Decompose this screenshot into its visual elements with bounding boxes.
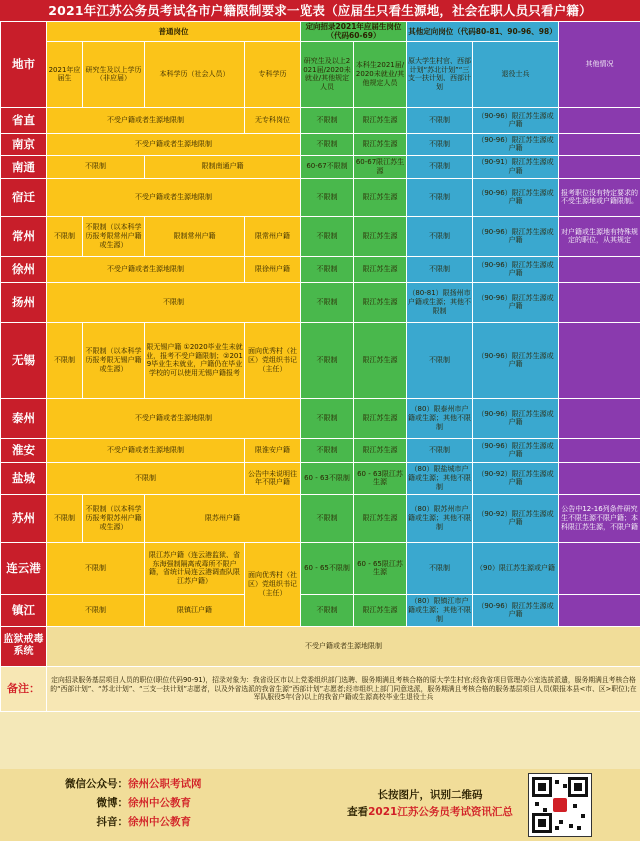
info-cell bbox=[559, 282, 640, 322]
city-cell: 南通 bbox=[1, 155, 47, 178]
wechat-row bbox=[28, 775, 328, 794]
general-cell: 不受户籍或者生源地限制 bbox=[47, 107, 245, 133]
other-cell: （90-96）限江苏生源或户籍 bbox=[473, 594, 559, 626]
targeted-cell: 不限制 bbox=[301, 216, 354, 256]
targeted-cell: 限江苏生源 bbox=[354, 216, 407, 256]
other-cell: 不限制 bbox=[407, 107, 473, 133]
other-cell: （80-81）限扬州市户籍或生源；其他不限制 bbox=[407, 282, 473, 322]
targeted-cell: 60-67不限制 bbox=[301, 155, 354, 178]
other-cell: （90-92）限江苏生源或户籍 bbox=[473, 494, 559, 542]
other-cell: （90-96）限江苏生源或户籍 bbox=[473, 398, 559, 438]
header-other-info: 其他情况 bbox=[559, 22, 640, 108]
header-targeted-bachelor: 本科生2021届/2020未就业/其他规定人员 bbox=[354, 41, 407, 107]
view-line bbox=[340, 804, 520, 821]
general-cell: 限徐州户籍 bbox=[245, 256, 301, 282]
city-cell: 苏州 bbox=[1, 494, 47, 542]
general-cell: 限镇江户籍 bbox=[145, 594, 245, 626]
view-prefix: 查看 bbox=[347, 806, 369, 818]
douyin-label: 抖音： bbox=[96, 816, 128, 828]
other-cell: （90-96）限江苏生源或户籍 bbox=[473, 178, 559, 216]
targeted-cell: 限江苏生源 bbox=[354, 438, 407, 462]
targeted-cell: 60-67限江苏生源 bbox=[354, 155, 407, 178]
other-cell: （90-96）限江苏生源或户籍 bbox=[473, 256, 559, 282]
other-cell: （90-96）限江苏生源或户籍 bbox=[473, 282, 559, 322]
city-cell: 徐州 bbox=[1, 256, 47, 282]
info-cell bbox=[559, 322, 640, 398]
targeted-cell: 限江苏生源 bbox=[354, 594, 407, 626]
other-cell: （90）限江苏生源或户籍 bbox=[473, 542, 559, 594]
info-cell bbox=[559, 107, 640, 133]
general-cell: 不受户籍或者生源地限制 bbox=[47, 178, 301, 216]
general-cell: 不受户籍或者生源地限制 bbox=[47, 133, 301, 155]
header-targeted-post: 定向招录2021年应届生岗位（代码60-69） bbox=[301, 22, 407, 42]
other-cell: 不限制 bbox=[407, 155, 473, 178]
general-cell: 不限制 bbox=[47, 322, 83, 398]
weibo-value: 徐州中公教育 bbox=[128, 797, 191, 809]
targeted-cell: 不限制 bbox=[301, 107, 354, 133]
targeted-cell: 60 - 63限江苏生源 bbox=[354, 462, 407, 494]
city-cell: 扬州 bbox=[1, 282, 47, 322]
info-cell bbox=[559, 462, 640, 494]
other-cell: 不限制 bbox=[407, 438, 473, 462]
targeted-cell: 不限制 bbox=[301, 322, 354, 398]
other-cell: 不限制 bbox=[407, 178, 473, 216]
general-cell: 不受户籍或者生源地限制 bbox=[47, 398, 301, 438]
general-cell: 不受户籍或者生源地限制 bbox=[47, 438, 245, 462]
other-cell: （80）限盐城市户籍或生源；其他不限制 bbox=[407, 462, 473, 494]
scan-line: 长按图片，识别二维码 bbox=[377, 789, 483, 801]
header-college: 专科学历 bbox=[245, 41, 301, 107]
city-cell: 镇江 bbox=[1, 594, 47, 626]
targeted-cell: 不限制 bbox=[301, 133, 354, 155]
general-cell: 不受户籍或者生源地限制 bbox=[47, 626, 640, 666]
info-cell: 对户籍或生源地有特殊规定的职位，从其规定 bbox=[559, 216, 640, 256]
info-cell bbox=[559, 398, 640, 438]
city-cell: 南京 bbox=[1, 133, 47, 155]
targeted-cell: 限江苏生源 bbox=[354, 178, 407, 216]
general-cell: 面向优秀村（社区）党组织书记（主任） bbox=[245, 542, 301, 626]
qr-logo-icon bbox=[553, 798, 567, 812]
header-fresh-2021: 2021年应届生 bbox=[47, 41, 83, 107]
general-cell: 不受户籍或者生源地限制 bbox=[47, 256, 245, 282]
header-veterans: 退役士兵 bbox=[473, 41, 559, 107]
info-cell bbox=[559, 542, 640, 594]
targeted-cell: 限江苏生源 bbox=[354, 322, 407, 398]
city-cell: 常州 bbox=[1, 216, 47, 256]
header-grad-nonfresh: 研究生及以上学历（非应届） bbox=[83, 41, 145, 107]
general-cell: 不限制 bbox=[47, 216, 83, 256]
header-bachelor-social: 本科学历（社会人员） bbox=[145, 41, 245, 107]
city-cell: 无锡 bbox=[1, 322, 47, 398]
header-targeted-grad: 研究生及以上2021届/2020未就业/其他规定人员 bbox=[301, 41, 354, 107]
weibo-label: 微博： bbox=[96, 797, 128, 809]
header-general-post: 普通岗位 bbox=[47, 22, 301, 42]
restriction-table bbox=[0, 21, 640, 712]
footer bbox=[0, 769, 640, 841]
general-cell: 限制常州户籍 bbox=[145, 216, 245, 256]
general-cell: 不限制（以本科学历报考限无锡户籍或生源） bbox=[83, 322, 145, 398]
city-cell: 淮安 bbox=[1, 438, 47, 462]
city-cell: 宿迁 bbox=[1, 178, 47, 216]
qr-finder-icon bbox=[532, 813, 552, 833]
general-cell: 不限制（以本科学历报考限苏州户籍或生源） bbox=[83, 494, 145, 542]
targeted-cell: 限江苏生源 bbox=[354, 282, 407, 322]
social-accounts bbox=[28, 775, 328, 832]
targeted-cell: 60 - 63不限制 bbox=[301, 462, 354, 494]
qr-finder-icon bbox=[568, 777, 588, 797]
other-cell: （90-96）限江苏生源或户籍 bbox=[473, 107, 559, 133]
other-cell: （80）限泰州市户籍或生源；其他不限制 bbox=[407, 398, 473, 438]
targeted-cell: 60 - 65不限制 bbox=[301, 542, 354, 594]
general-cell: 不限制 bbox=[47, 155, 145, 178]
header-city: 地市 bbox=[1, 22, 47, 108]
city-cell: 泰州 bbox=[1, 398, 47, 438]
douyin-row bbox=[28, 813, 328, 832]
wechat-label: 微信公众号： bbox=[65, 778, 128, 790]
info-cell bbox=[559, 155, 640, 178]
note-label: 备注： bbox=[1, 666, 47, 711]
targeted-cell: 不限制 bbox=[301, 256, 354, 282]
info-cell bbox=[559, 594, 640, 626]
city-cell: 盐城 bbox=[1, 462, 47, 494]
targeted-cell: 限江苏生源 bbox=[354, 494, 407, 542]
general-cell: 限淮安户籍 bbox=[245, 438, 301, 462]
general-cell: 限制南通户籍 bbox=[145, 155, 301, 178]
general-cell: 限江苏户籍（连云港监狱、省东海强制隔离戒毒所不限户籍，省统计局连云港调查队限江苏户籍） bbox=[145, 542, 245, 594]
other-cell: 不限制 bbox=[407, 256, 473, 282]
other-cell: （90-96）限江苏生源或户籍 bbox=[473, 322, 559, 398]
other-cell: 不限制 bbox=[407, 322, 473, 398]
wechat-value: 徐州公职考试网 bbox=[128, 778, 202, 790]
info-cell: 公告中12-16列条件研究生不限生源不限户籍；本科限江苏生源，不限户籍 bbox=[559, 494, 640, 542]
targeted-cell: 不限制 bbox=[301, 398, 354, 438]
other-cell: 不限制 bbox=[407, 133, 473, 155]
targeted-cell: 限江苏生源 bbox=[354, 398, 407, 438]
header-grassroots: 原大学生村官、西部计划“苏北计划”“三支一扶计划、西部计划 bbox=[407, 41, 473, 107]
targeted-cell: 不限制 bbox=[301, 594, 354, 626]
other-cell: （90-92）限江苏生源或户籍 bbox=[473, 462, 559, 494]
targeted-cell: 不限制 bbox=[301, 178, 354, 216]
other-cell: （90-96）限江苏生源或户籍 bbox=[473, 133, 559, 155]
general-cell: 不限制 bbox=[47, 542, 145, 594]
targeted-cell: 限江苏生源 bbox=[354, 133, 407, 155]
scan-prompt bbox=[340, 787, 520, 821]
qr-finder-icon bbox=[532, 777, 552, 797]
general-cell: 无专科岗位 bbox=[245, 107, 301, 133]
other-cell: （80）限镇江市户籍或生源；其他不限制 bbox=[407, 594, 473, 626]
douyin-value: 徐州中公教育 bbox=[128, 816, 191, 828]
general-cell: 公告中未说明往年不限户籍 bbox=[245, 462, 301, 494]
targeted-cell: 不限制 bbox=[301, 438, 354, 462]
info-cell bbox=[559, 256, 640, 282]
general-cell: 不限制 bbox=[47, 594, 145, 626]
city-cell: 监狱戒毒系统 bbox=[1, 626, 47, 666]
header-other-post: 其他定向岗位（代码80-81、90-96、98） bbox=[407, 22, 559, 42]
general-cell: 面向优秀村（社区）党组织书记（主任） bbox=[245, 322, 301, 398]
general-cell: 不限制 bbox=[47, 462, 245, 494]
general-cell: 不限制 bbox=[47, 282, 301, 322]
general-cell: 限苏州户籍 bbox=[145, 494, 301, 542]
other-cell: （90-91）限江苏生源或户籍 bbox=[473, 155, 559, 178]
other-cell: 不限制 bbox=[407, 216, 473, 256]
info-cell: 报考职位没有特定要求的不受生源地或户籍限制。 bbox=[559, 178, 640, 216]
weibo-row bbox=[28, 794, 328, 813]
targeted-cell: 不限制 bbox=[301, 282, 354, 322]
city-cell: 连云港 bbox=[1, 542, 47, 594]
other-cell: （80）限苏州市户籍或生源；其他不限制 bbox=[407, 494, 473, 542]
targeted-cell: 60 - 65限江苏生源 bbox=[354, 542, 407, 594]
info-cell bbox=[559, 133, 640, 155]
note-text: 定向招录服务基层项目人员的职位(职位代码90-91)，招录对象为：我省设区市以上党委组织部门选聘、服务期满且考核合格的原大学生村官;经我省项目管理办公室选拔派遣，服务期满且考核合格的“西部计划”、“苏北计划”、“三支一扶计划”志愿者，以及外省选派的我省生源“西部计划”志愿者;经市组织上部门同意选派，服务期满且考核合格的服务基层项目人员(限报本县<市、区>职位);在军队服役5年(含)以上的我省户籍或生源高校毕业生退役士兵 bbox=[47, 666, 640, 711]
other-cell: 不限制 bbox=[407, 542, 473, 594]
targeted-cell: 不限制 bbox=[301, 494, 354, 542]
page-title: 2021年江苏公务员考试各市户籍限制要求一览表（应届生只看生源地，社会在职人员只看户籍） bbox=[0, 0, 640, 21]
qr-code-icon[interactable] bbox=[528, 773, 592, 837]
city-cell: 省直 bbox=[1, 107, 47, 133]
other-cell: （90-96）限江苏生源或户籍 bbox=[473, 216, 559, 256]
view-link[interactable]: 2021江苏公务员考试资讯汇总 bbox=[368, 806, 513, 818]
targeted-cell: 限江苏生源 bbox=[354, 256, 407, 282]
general-cell: 限无锡户籍 ①2020毕业生未就业，报考不受户籍限制；②2019毕业生未就业，户籍仍在毕业学校的可以使用无锡户籍报考 bbox=[145, 322, 245, 398]
other-cell: （90-96）限江苏生源或户籍 bbox=[473, 438, 559, 462]
general-cell: 不限制（以本科学历报考限常州户籍或生源） bbox=[83, 216, 145, 256]
targeted-cell: 限江苏生源 bbox=[354, 107, 407, 133]
info-cell bbox=[559, 438, 640, 462]
general-cell: 不限制 bbox=[47, 494, 83, 542]
general-cell: 限常州户籍 bbox=[245, 216, 301, 256]
